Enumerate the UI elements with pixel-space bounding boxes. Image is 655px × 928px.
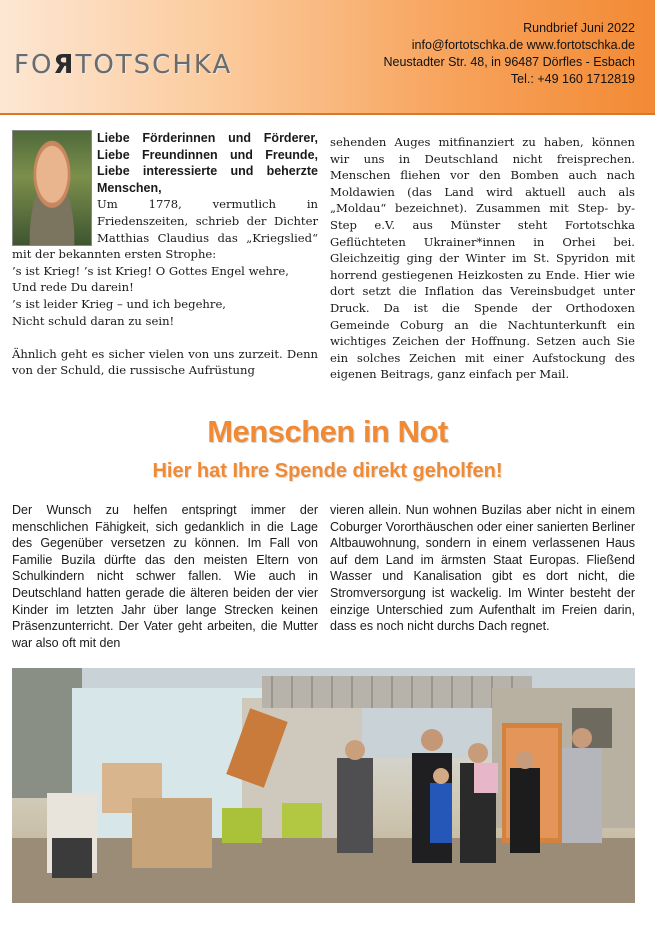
intro-column-left [12,130,318,379]
poem-line-3: ’s ist leider Krieg – und ich begehre, [12,296,226,311]
article-column-left: Der Wunsch zu helfen entspringt immer der menschlichen Fähigkeit, sich gedanklich in die Lage des Gegenüber versetzen zu können. Im Fall von Familie Buzila dürfte das den meisten Eltern von Schulkindern nicht schwer fallen. Wie auch in Deutschland hatten gerade die älteren beiden der vier Kinder im letzten Jahr über lange Strecken keinen Präsenzunterricht. Der Vater geht arbeiten, die Mutter war also oft mit den [12,503,318,650]
fortotschka-logo [14,50,232,80]
logo-part-3: TOTSCHKA [75,50,233,80]
article-column-right: vieren allein. Nun wohnen Buzilas aber nicht in einem Coburger Vororthäuschen oder einer sanierten Berliner Altbauwohnung, sondern in einem verlassenen Haus auf dem Land im ärmsten Staat Europas. Fließend Wasser und Kanalisation gibt es dort nicht, die Stromversorgung ist wackelig. Im Winter besteht der einzige Unterschied zum Aufenthalt im Freien darin, dass es noch nicht durchs Dach regnet. [330,503,635,634]
article-subtitle: Hier hat Ihre Spende direkt geholfen! [152,460,503,482]
intro-text-3: sehenden Auges mitfinanziert zu haben, können wir uns in Deutschland nicht freisprechen. Menschen fliehen vor den Bomben auch nach Moldawien (das Land wird aktuell auch als „Moldau“ bezeichnet). Zusammen mit Step- by- Step e.V. aus Münster steht Fortotschka Geflüchteten Ukrainer*innen in Orhei bei. Gleichzeitig ging der Winter im St. Spyridon mit horrend gestiegenen Heizkosten zu Ende. Hier wie dort setzt die Inflation das Vereinsbudget unter Druck. Da ist die Spende der Orthodoxen Gemeinde Coburg an die Nachtunterkunft ein wichtiges Zeichen der Hoffnung. Setzen auch Sie ein solches Zeichen mit einer Aufstockung des eigenen Beitrags, ganz einfach per Mail. [330,135,635,382]
letterhead [0,0,655,115]
poem-line-4: Nicht schuld daran zu sein! [12,313,175,328]
intro-column-right [330,134,635,383]
contact-block [383,20,635,88]
poem-line-1: ’s ist Krieg! ’s ist Krieg! O Gottes Engel wehre, [12,263,289,278]
author-portrait [12,130,92,246]
issue-label: Rundbrief Juni 2022 [523,21,635,35]
contact-line[interactable]: info@fortotschka.de www.fortotschka.de [411,38,635,52]
greeting: Liebe Förderinnen und Förderer, Liebe Freundinnen und Freunde, Liebe interessierte und beherzte Menschen, [97,131,318,195]
logo-part-2: Я [53,50,76,80]
intro-text-2: Ähnlich geht es sicher vielen von uns zurzeit. Denn von der Schuld, die russische Aufrüstung [12,346,318,378]
family-photo [12,668,635,903]
family-photo-illustration [12,668,635,903]
poem-line-2: Und rede Du darein! [12,280,134,295]
phone-line: Tel.: +49 160 1712819 [510,72,635,86]
logo-part-1: FO [14,50,54,80]
article-title: Menschen in Not [207,414,448,449]
address-line: Neustadter Str. 48, in 96487 Dörfles - Esbach [383,55,635,69]
intro-text-1: Um 1778, vermutlich in Friedenszeiten, schrieb der Dichter Matthias Claudius das „Kriegslied“ mit der bekannten ersten Strophe: [12,197,318,262]
